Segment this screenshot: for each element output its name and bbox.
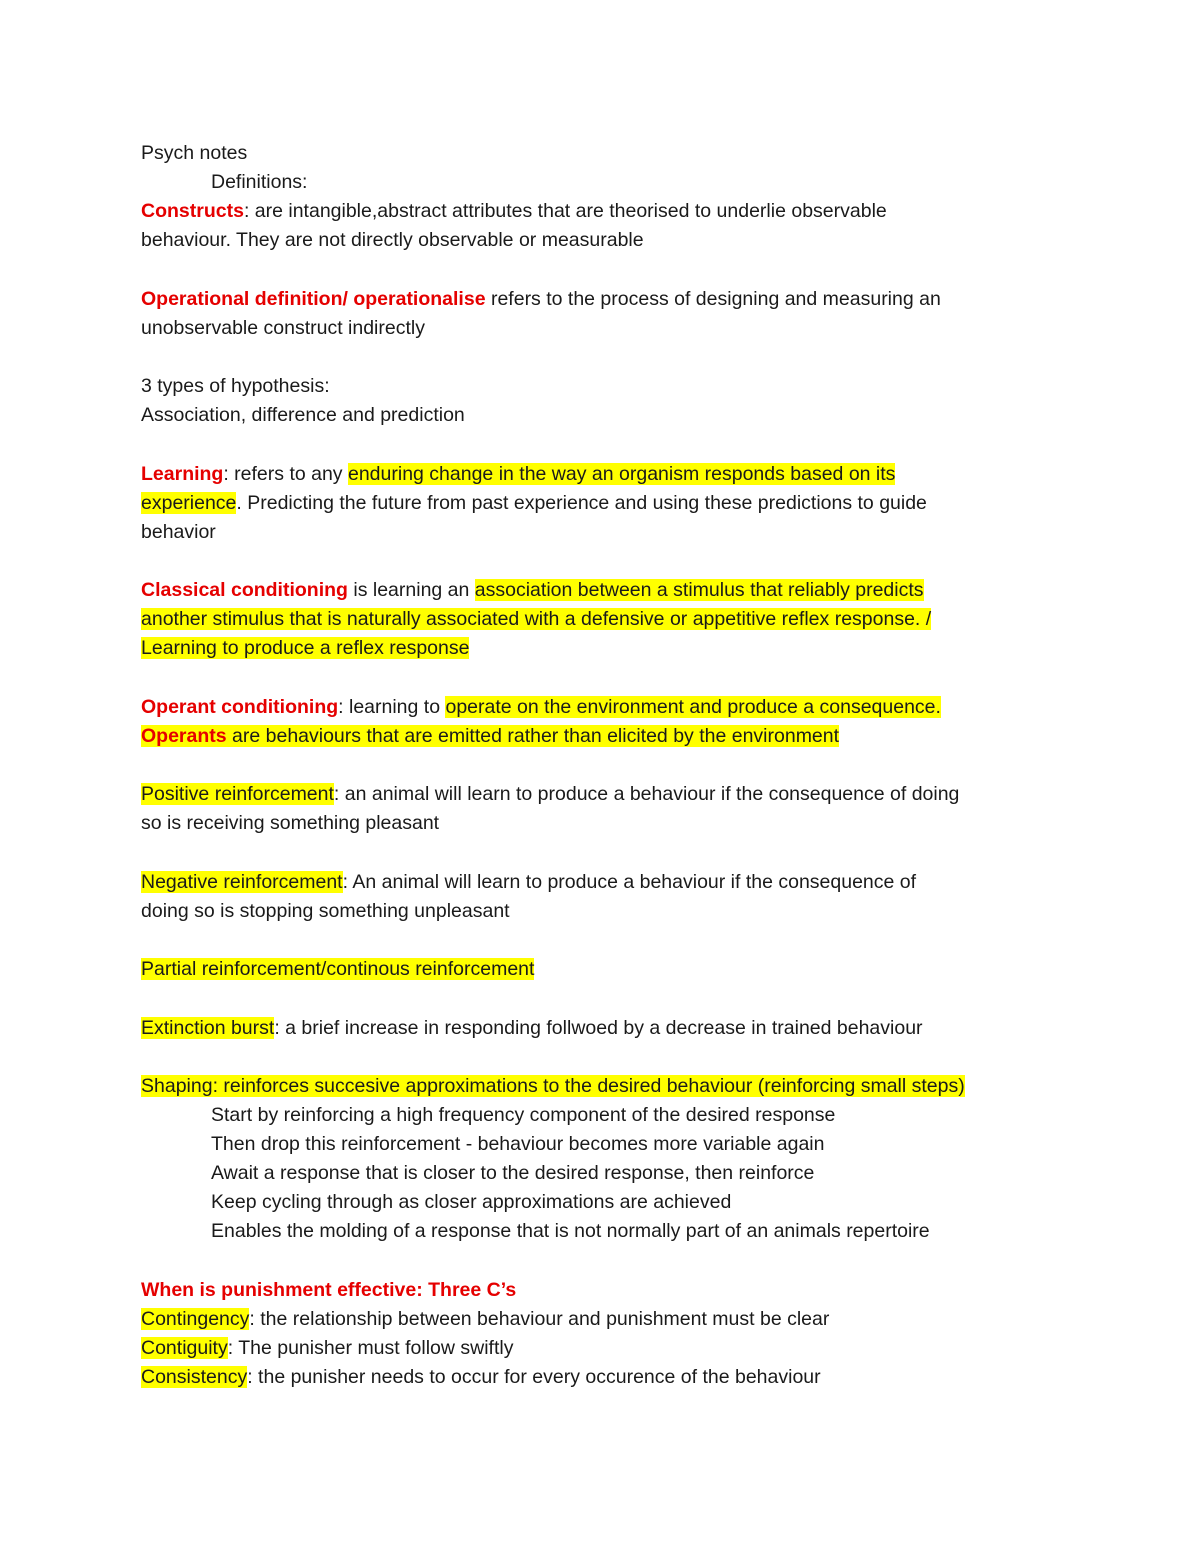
classical-line-3: [141, 634, 1071, 663]
contingency-term: Contingency: [141, 1307, 250, 1330]
contiguity-term: Contiguity: [141, 1336, 228, 1359]
positive-def-2: so is receiving something pleasant: [141, 812, 440, 834]
learning-highlight-2: experience: [141, 491, 237, 514]
contiguity-def: : The punisher must follow swiftly: [227, 1336, 514, 1359]
document-body: [141, 139, 1071, 1392]
learning-pre: : refers to any: [223, 462, 348, 485]
operant-highlight-2: are behaviours that are emitted rather than elicited by the environment: [226, 724, 840, 747]
operant-term: Operant conditioning: [141, 695, 339, 718]
classical-term: Classical conditioning: [141, 579, 348, 601]
punishment-item: [141, 1334, 1071, 1363]
constructs-line-1: [141, 197, 1071, 226]
learning-rest-2: . Predicting the future from past experience and using these predictions to guide: [236, 491, 927, 514]
negative-def-1: : An animal will learn to produce a behaviour if the consequence of: [342, 870, 917, 893]
constructs-def-1: : are intangible,abstract attributes that are theorised to underlie observable: [243, 200, 887, 222]
negative-def-2: doing so is stopping something unpleasant: [141, 899, 510, 922]
classical-highlight-3: Learning to produce a reflex response: [141, 637, 470, 659]
hypothesis-heading: 3 types of hypothesis:: [141, 375, 330, 397]
constructs-def-2: behaviour. They are not directly observable or measurable: [141, 229, 644, 251]
operants-term: Operants: [141, 724, 227, 747]
classical-line-2: [141, 605, 1071, 634]
extinction-term: Extinction burst: [141, 1016, 275, 1039]
learning-line-1: [141, 460, 1071, 489]
positive-def-1: : an animal will learn to produce a behaviour if the consequence of doing: [333, 783, 960, 805]
doc-title: Psych notes: [141, 142, 248, 164]
shaping-line: [141, 1072, 1071, 1101]
hypothesis-types: Association, difference and prediction: [141, 404, 465, 426]
operant-line-1: [141, 693, 1071, 722]
operational-term: Operational definition/ operationalise: [141, 287, 486, 310]
learning-term: Learning: [141, 462, 224, 485]
classical-pre: is learning an: [347, 579, 475, 601]
shaping-step: Then drop this reinforcement - behaviour becomes more variable again: [211, 1133, 825, 1155]
shaping-step: Keep cycling through as closer approximations are achieved: [211, 1191, 732, 1213]
classical-highlight-2: another stimulus that is naturally associated with a defensive or appetitive reflex response. /: [141, 608, 932, 630]
consistency-def: : the punisher needs to occur for every occurence of the behaviour: [247, 1365, 821, 1388]
shaping-heading: Shaping: reinforces succesive approximations to the desired behaviour (reinforcing small steps): [141, 1075, 965, 1097]
operant-pre: : learning to: [338, 695, 446, 718]
learning-line-3: behavior: [141, 520, 216, 543]
extinction-line: [141, 1014, 1071, 1043]
negative-line-1: [141, 868, 1071, 897]
extinction-def: : a brief increase in responding follwoed by a decrease in trained behaviour: [274, 1016, 923, 1039]
punishment-heading: When is punishment effective: Three C’s: [141, 1278, 517, 1301]
shaping-step: Start by reinforcing a high frequency component of the desired response: [211, 1104, 836, 1126]
shaping-step: Await a response that is closer to the desired response, then reinforce: [211, 1162, 815, 1184]
operational-line-1: [141, 285, 1071, 314]
operational-def-2: unobservable construct indirectly: [141, 316, 425, 339]
positive-term: Positive reinforcement: [141, 783, 334, 805]
classical-line-1: [141, 576, 1071, 605]
shaping-step: Enables the molding of a response that is not normally part of an animals repertoire: [211, 1220, 930, 1242]
negative-term: Negative reinforcement: [141, 870, 343, 893]
punishment-item: [141, 1305, 1071, 1334]
partial-line: [141, 955, 1071, 984]
punishment-item: [141, 1363, 1071, 1392]
definitions-heading: Definitions:: [211, 171, 308, 193]
learning-highlight-1: enduring change in the way an organism responds based on its: [347, 462, 896, 485]
positive-line-1: [141, 780, 1071, 809]
operant-line-2: [141, 722, 1071, 751]
partial-reinforcement: Partial reinforcement/continous reinforcement: [141, 958, 535, 980]
consistency-term: Consistency: [141, 1365, 248, 1388]
classical-highlight-1: association between a stimulus that reliably predicts: [474, 579, 924, 601]
contingency-def: : the relationship between behaviour and punishment must be clear: [249, 1307, 830, 1330]
operant-highlight-1: operate on the environment and produce a consequence.: [445, 695, 941, 718]
constructs-term: Constructs: [141, 200, 244, 222]
learning-line-2: [141, 489, 1071, 518]
operational-def-1: refers to the process of designing and measuring an: [485, 287, 941, 310]
